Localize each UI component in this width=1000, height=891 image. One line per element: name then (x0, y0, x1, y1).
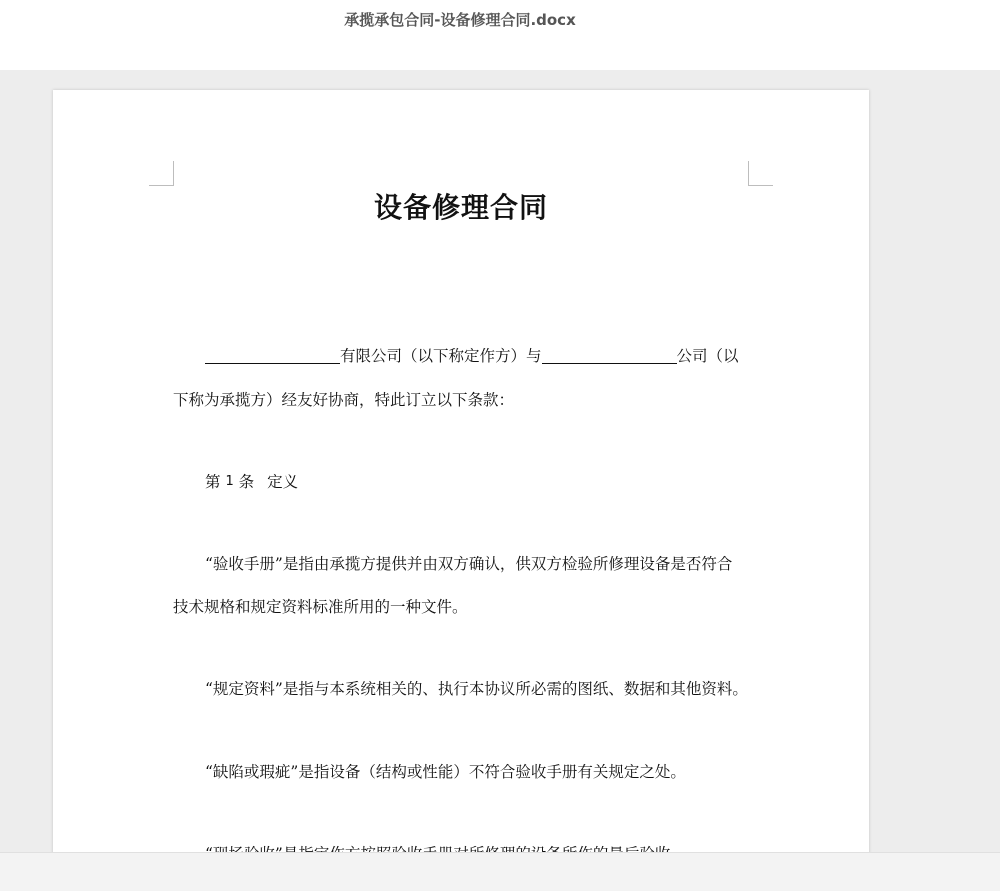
document-viewport[interactable] (0, 70, 1000, 852)
document-title: 设备修理合同 (373, 191, 548, 224)
intro-part-1: 有限公司（以下称定作方）与 (340, 347, 542, 365)
bottom-status-strip (0, 852, 1000, 891)
intro-line-2: 下称为承揽方）经友好协商，特此订立以下条款： (173, 391, 515, 409)
article-1-heading (173, 470, 785, 492)
blank-party-a (205, 347, 340, 364)
blank-party-b (542, 347, 677, 364)
intro-part-2: 公司（以 (676, 347, 739, 365)
document-file-name: 承揽承包合同-设备修理合同.docx (344, 11, 576, 29)
margin-corner-marker-left (149, 161, 174, 186)
article-prefix: 第 (205, 473, 221, 491)
article-unit: 条 (238, 473, 255, 491)
definition-2-line-1: “规定资料”是指与本系统相关的、执行本协议所必需的图纸、数据和其他资料。 (205, 680, 748, 698)
intro-line-1 (173, 344, 785, 366)
article-number: 1 (225, 474, 234, 489)
definition-1-line-2: 技术规格和规定资料标准所用的一种文件。 (173, 598, 468, 616)
title-bar (0, 0, 1000, 70)
document-page (53, 90, 869, 890)
definition-3-line-1: “缺陷或瑕疵”是指设备（结构或性能）不符合验收手册有关规定之处。 (205, 763, 686, 781)
definition-1-line-1: “验收手册”是指由承揽方提供并由双方确认，供双方检验所修理设备是否符合 (205, 555, 733, 573)
article-heading: 定义 (267, 473, 299, 491)
margin-corner-marker-right (748, 161, 773, 186)
